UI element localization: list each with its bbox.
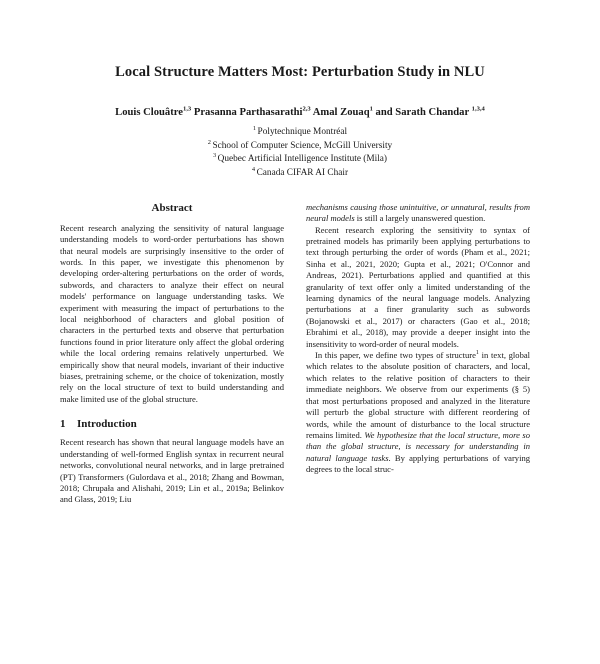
author-name-1: Louis Clouâtre [115, 107, 183, 119]
affiliation-marker: 1 [252, 125, 257, 133]
affiliation-marker: 2 [207, 138, 211, 146]
paragraph-3-mid: in text, global which relates to the absolute position of characters, and local, which relates to the relative position of characters to their immediate neighbors. We observe from our experiments (§ 5) that most perturbations proposed and analyzed in the literature will perturb the global structure with different reordering of words, while the amount of disturbance to the local structure remains limited. [306, 350, 531, 440]
paragraph-3-post: . By applying perturbations of varying degrees to the local struc- [306, 452, 530, 475]
two-column-body [60, 202, 540, 506]
affiliation-marker: 4 [251, 166, 256, 174]
paper-page [0, 64, 600, 664]
paragraph-3-pre: In this paper, we define two types of structure [315, 350, 476, 361]
author-conjunction: and [375, 107, 393, 119]
author-affiliation-marker-3: 1 [369, 105, 373, 113]
footnote-marker: 1 [475, 349, 479, 357]
affiliation-item [60, 126, 540, 140]
right-paragraph-2: Recent research exploring the sensitivity to syntax of pretrained models has primarily been applying perturbations to text through perturbing the order of words (Pham et al., 2021; Sinha et al., 2021, 2020; Gupta et al., 2021; O'Connor and Andreas, 2021). Perturbations applied and quantified at this granularity of text offer only a limited understanding of the learning dynamics of the neural language models. Analyzing perturbations at a finer granularity such as subwords (Bojanowski et al., 2017) or characters (Gao et al., 2018; Ebrahimi et al., 2018), may provide a deeper insight into the insensitivity to word-order of neural models. [306, 224, 530, 349]
continued-paragraph-italic: mechanisms causing those unintuitive, or unnatural, results from neural models [306, 201, 530, 224]
affiliation-marker: 3 [212, 152, 217, 160]
author-name-2: Prasanna Parthasarathi [193, 107, 303, 119]
abstract-heading: Abstract [151, 201, 193, 214]
affiliation-text: Polytechnique Montréal [257, 127, 348, 138]
author-affiliation-marker-1: 1,3 [182, 105, 192, 113]
affiliation-list [60, 126, 540, 181]
author-name-4: Sarath Chandar [395, 107, 469, 119]
left-column [60, 202, 284, 506]
affiliation-item [60, 153, 540, 167]
affiliation-item [60, 140, 540, 154]
affiliation-text: Quebec Artificial Intelligence Institute (Mila) [217, 154, 388, 165]
hypothesis-statement: We hypothesize that the local structure, more so than the global structure, is necessary for understanding in natural language tasks [306, 429, 530, 463]
author-affiliation-marker-2: 2,3 [302, 105, 311, 113]
introduction-paragraph-1: Recent research has shown that neural language models have an understanding of well-formed English syntax in recurrent neural networks, convolutional neural networks, and in large pretrained (PT) Transformers (Gulordava et al., 2018; Zhang and Bowman, 2018; Chrupała and Alishahi, 2019; Lin et al., 2019a; Belinkov and Glass, 2019; Liu [60, 437, 284, 505]
affiliation-item [60, 167, 540, 181]
section-title: Introduction [77, 418, 137, 431]
right-column [306, 202, 530, 506]
section-heading-introduction [60, 418, 284, 430]
right-paragraph-3 [306, 350, 530, 475]
affiliation-text: School of Computer Science, McGill University [212, 140, 393, 151]
page-title: Local Structure Matters Most: Perturbation Study in NLU [115, 64, 485, 80]
author-affiliation-marker-4: 1,3,4 [471, 105, 485, 113]
abstract-text: Recent research analyzing the sensitivity of natural language understanding models to word-order perturbations has shown that neural models are surprisingly insensitive to the order of words. In this paper, we investigate this phenomenon by developing order-altering perturbations on the order of words, subwords, and characters to analyze their effect on neural models' performance on language understanding tasks. We experiment with measuring the impact of perturbations to the local neighborhood of characters and global position of characters in the perturbed texts and observe that perturbation functions found in prior literature only affect the global ordering while the local ordering remains relatively unperturbed. We empirically show that neural models, invariant of their inductive biases, pretraining scheme, or the choice of tokenization, mostly rely on the local structure of text to build understanding and make limited use of the global structure. [60, 222, 284, 404]
author-name-3: Amal Zouaq [312, 107, 370, 119]
author-list [60, 106, 540, 120]
continued-paragraph [306, 202, 530, 225]
section-number: 1 [60, 418, 66, 431]
continued-paragraph-rest: is still a largely unanswered question. [354, 213, 486, 224]
affiliation-text: Canada CIFAR AI Chair [256, 168, 349, 179]
